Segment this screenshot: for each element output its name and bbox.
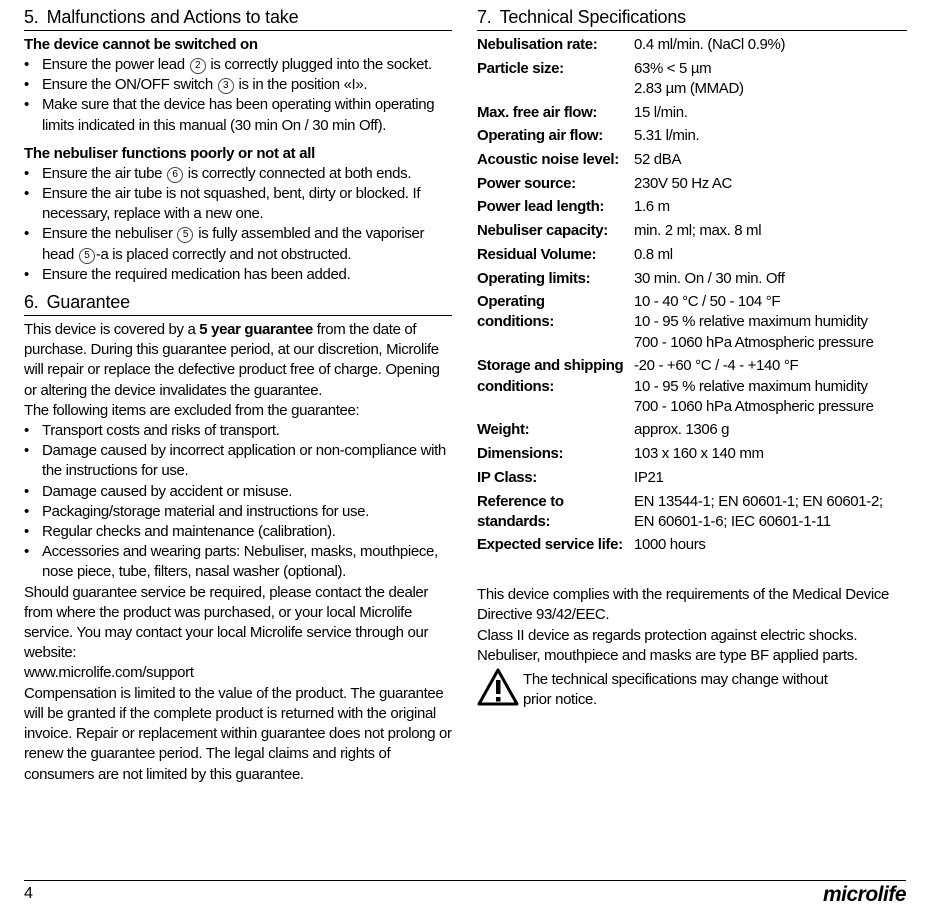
section-7-heading: 7. Technical Specifications xyxy=(477,6,907,31)
spec-value: 103 x 160 x 140 mm xyxy=(634,445,764,463)
spec-row xyxy=(477,150,907,174)
spec-table xyxy=(477,35,907,559)
spec-row xyxy=(477,492,907,536)
functions-poorly-list xyxy=(24,164,452,285)
warning-note xyxy=(477,670,907,711)
class-note: Class II device as regards protection against electric shocks. xyxy=(477,626,858,644)
spec-row xyxy=(477,535,907,559)
spec-row xyxy=(477,269,907,293)
spec-row xyxy=(477,197,907,221)
spec-label: Power source: xyxy=(477,174,576,192)
spec-row xyxy=(477,444,907,468)
list-item: • Accessories and wearing parts: Nebuliser, masks, mouthpiece, nose piece, tube, filters, nasal washer (optional). xyxy=(24,542,452,582)
spec-value: 63% < 5 µm 2.83 µm (MMAD) xyxy=(634,59,744,97)
functions-poorly-heading: The nebuliser functions poorly or not at all xyxy=(24,144,315,162)
spec-value: 0.8 ml xyxy=(634,245,673,263)
spec-label: Weight: xyxy=(477,421,530,439)
spec-label: Particle size: xyxy=(477,59,564,77)
spec-value: 1000 hours xyxy=(634,536,706,554)
switch-on-list xyxy=(24,55,452,136)
excluded-intro: The following items are excluded from the guarantee: xyxy=(24,401,360,419)
compensation-paragraph: Compensation is limited to the value of the product. The guarantee will be granted if the complete product is returned with the original invoice. Repair or replacement within guarantee does not prolong or renew the guarantee period. The legal claims and rights of consumers are not limited by this guarantee. xyxy=(24,684,452,783)
list-item: • Make sure that the device has been operating within operating limits indicated in this manual (30 min On / 30 min Off). xyxy=(24,95,452,135)
spec-label: Max. free air flow: xyxy=(477,103,598,121)
list-item: • Ensure the air tube 6 is correctly connected at both ends. xyxy=(24,164,452,184)
spec-label: Acoustic noise level: xyxy=(477,151,619,169)
spec-value: 1.6 m xyxy=(634,198,670,216)
spec-row xyxy=(477,35,907,59)
section-6-heading: 6. Guarantee xyxy=(24,291,452,316)
spec-row xyxy=(477,221,907,245)
spec-value: 30 min. On / 30 min. Off xyxy=(634,269,785,287)
spec-value: 15 l/min. xyxy=(634,103,688,121)
brand-logo: microlife xyxy=(822,883,906,906)
spec-label: Nebulisation rate: xyxy=(477,36,598,53)
ref-circle: 5 xyxy=(177,227,193,243)
spec-label: Storage and shipping conditions: xyxy=(477,357,624,395)
spec-value: 52 dBA xyxy=(634,151,682,169)
guarantee-intro: This device is covered by a 5 year guarantee from the date of purchase. During this guarantee period, at our discretion, Microlife will repair or replace the defective product free of charge. Opening or altering the device invalidates the guarantee. xyxy=(24,321,440,399)
list-item: • Ensure the air tube is not squashed, bent, dirty or blocked. If necessary, replace with a new one. xyxy=(24,184,452,224)
spec-value: 0.4 ml/min. (NaCl 0.9%) xyxy=(634,36,786,53)
service-paragraph: Should guarantee service be required, please contact the dealer from where the product was purchased, or your local Microlife service. You may contact your local Microlife service through our website: xyxy=(24,583,429,662)
warning-text: The technical specifications may change without prior notice. xyxy=(523,670,828,709)
section-5-heading: 5. Malfunctions and Actions to take xyxy=(24,6,452,31)
spec-value: 5.31 l/min. xyxy=(634,127,700,145)
spec-label: Dimensions: xyxy=(477,445,564,463)
spec-row xyxy=(477,356,907,420)
excluded-list xyxy=(24,421,452,583)
spec-label: Operating limits: xyxy=(477,269,591,287)
list-item: • Ensure the required medication has been added. xyxy=(24,265,452,285)
spec-label: Residual Volume: xyxy=(477,245,597,263)
ref-circle: 5 xyxy=(79,248,95,264)
spec-row xyxy=(477,468,907,492)
spec-row xyxy=(477,245,907,269)
list-item: • Damage caused by accident or misuse. xyxy=(24,482,452,502)
spec-row xyxy=(477,103,907,127)
bf-note: Nebuliser, mouthpiece and masks are type BF applied parts. xyxy=(477,646,858,664)
list-item: • Transport costs and risks of transport. xyxy=(24,421,452,441)
spec-label: Reference to standards: xyxy=(477,492,564,530)
spec-label: IP Class: xyxy=(477,468,537,486)
spec-value: approx. 1306 g xyxy=(634,421,730,439)
ref-circle: 6 xyxy=(167,167,183,183)
list-item: • Regular checks and maintenance (calibration). xyxy=(24,522,452,542)
spec-value: -20 - +60 °C / -4 - +140 °F 10 - 95 % relative maximum humidity 700 - 1060 hPa Atmospheric pressure xyxy=(634,357,874,415)
ref-circle: 2 xyxy=(190,58,206,74)
spec-row xyxy=(477,59,907,103)
list-item: • Damage caused by incorrect application or non-compliance with the instructions for use. xyxy=(24,441,452,481)
list-item: • Ensure the nebuliser 5 is fully assembled and the vaporiser head 5 -a is placed correctly and not obstructed. xyxy=(24,224,452,264)
left-column xyxy=(24,6,452,785)
spec-row xyxy=(477,126,907,150)
ref-circle: 3 xyxy=(218,78,234,94)
spec-label: Operating conditions: xyxy=(477,293,554,331)
spec-value: 230V 50 Hz AC xyxy=(634,174,733,192)
spec-value: 10 - 40 °C / 50 - 104 °F 10 - 95 % relative maximum humidity 700 - 1060 hPa Atmospheric pressure xyxy=(634,293,874,351)
spec-label: Power lead length: xyxy=(477,198,605,216)
spec-row xyxy=(477,174,907,198)
spec-value: min. 2 ml; max. 8 ml xyxy=(634,222,762,240)
page-number: 4 xyxy=(24,885,33,902)
spec-value: IP21 xyxy=(634,468,664,486)
list-item: • Packaging/storage material and instructions for use. xyxy=(24,502,452,522)
support-url[interactable]: www.microlife.com/support xyxy=(24,664,194,682)
cannot-switch-on-heading: The device cannot be switched on xyxy=(24,36,258,53)
right-column xyxy=(477,6,907,711)
spec-label: Operating air flow: xyxy=(477,127,603,145)
list-item: • Ensure the power lead 2 is correctly plugged into the socket. xyxy=(24,55,452,75)
spec-row xyxy=(477,292,907,356)
spec-label: Nebuliser capacity: xyxy=(477,222,608,240)
spec-value: EN 13544-1; EN 60601-1; EN 60601-2; EN 60601-1-6; IEC 60601-1-11 xyxy=(634,492,883,530)
compliance-notes xyxy=(477,585,907,711)
page-footer xyxy=(24,880,906,906)
warning-triangle-icon xyxy=(477,670,523,711)
spec-label: Expected service life: xyxy=(477,536,623,554)
list-item: • Ensure the ON/OFF switch 3 is in the position «I». xyxy=(24,75,452,95)
directive-note: This device complies with the requirements of the Medical Device Directive 93/42/EEC. xyxy=(477,586,889,624)
spec-row xyxy=(477,420,907,444)
